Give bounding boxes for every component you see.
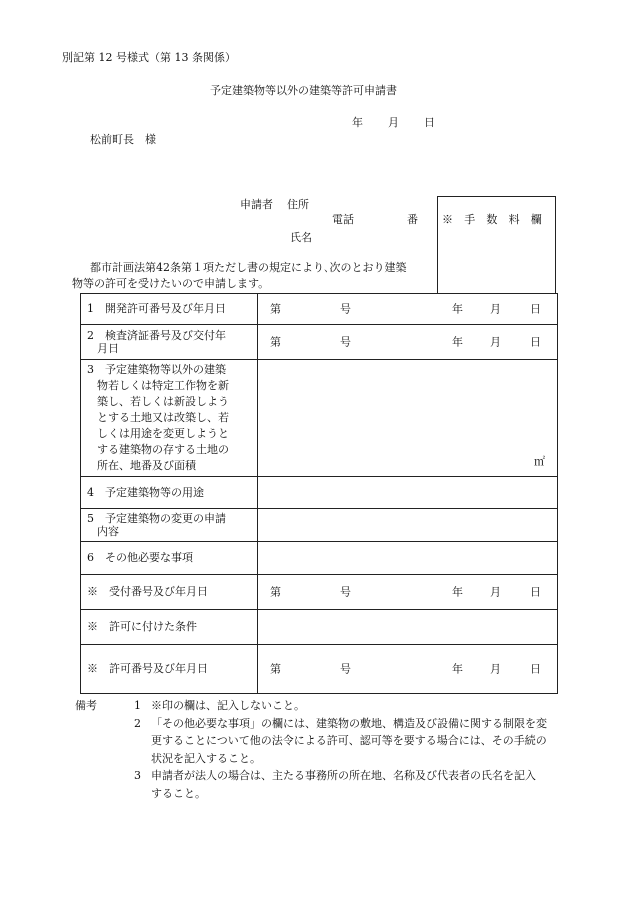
notes-heading: 備考 (75, 699, 97, 712)
address-label: 住所 (287, 198, 309, 211)
date-month-label: 月 (388, 116, 399, 129)
table-row (81, 575, 558, 610)
form-reference: 別記第 12 号様式（第 13 条関係） (62, 51, 236, 64)
row-month-label: 月 (490, 302, 501, 316)
note-spacer (75, 732, 105, 750)
note-text: 更することについて他の法令による許可、認可等を要する場合には、その手続の (151, 734, 547, 747)
row-label-line: 3 予定建築物等以外の建築 (87, 363, 226, 376)
row-label-line: しくは用途を変更しようと (97, 427, 229, 440)
row-year-label: 年 (452, 302, 463, 316)
table-row (81, 542, 558, 575)
row-go-label: 号 (340, 302, 351, 316)
note-text: 申請者が法人の場合は、主たる事務所の所在地、名称及び代表者の氏名を記入 (151, 769, 536, 782)
row-day-label: 日 (530, 662, 541, 676)
intro-line-2: 物等の許可を受けたいので申請します。 (72, 277, 270, 290)
date-year-label: 年 (352, 116, 363, 129)
note-indent (105, 785, 151, 803)
row-label (81, 325, 258, 360)
note-text: 「その他必要な事項」の欄には、建築物の敷地、構造及び設備に関する制限を変 (151, 716, 547, 730)
row-no-label: 第 (270, 585, 281, 599)
note-line (75, 785, 565, 803)
page-title: 予定建築物等以外の建築等許可申請書 (210, 84, 397, 97)
row-value-field[interactable] (258, 509, 558, 542)
row-label-line: 2 検査済証番号及び交付年 (87, 328, 226, 342)
row-value-field[interactable] (258, 645, 558, 694)
row-label (81, 360, 258, 477)
row-go-label: 号 (340, 335, 351, 349)
table-row (81, 360, 558, 477)
row-value-field[interactable] (258, 610, 558, 645)
row-no-label: 第 (270, 302, 281, 316)
note-line (75, 715, 565, 733)
row-label (81, 477, 258, 509)
row-value-field[interactable] (258, 477, 558, 509)
addressee: 松前町長 様 (90, 133, 156, 146)
row-year-label: 年 (452, 585, 463, 599)
row-value-field[interactable] (258, 542, 558, 575)
note-number: 3 (134, 769, 141, 782)
row-label (81, 575, 258, 610)
note-line (75, 697, 565, 715)
note-spacer (75, 767, 105, 785)
row-label (81, 509, 258, 542)
applicant-label: 申請者 (240, 198, 273, 211)
table-row (81, 325, 558, 360)
note-indent (105, 732, 151, 750)
note-text: 状況を記入すること。 (151, 751, 261, 765)
row-label-line: 4 予定建築物等の用途 (87, 485, 204, 499)
row-label (81, 645, 258, 694)
row-label-line: 築し、若しくは新設しよう (97, 395, 229, 408)
note-number: 1 (134, 699, 141, 712)
row-go-label: 号 (340, 585, 351, 599)
row-label-line: ※ 許可番号及び年月日 (87, 662, 208, 676)
note-line (75, 750, 565, 768)
row-no-label: 第 (270, 335, 281, 349)
row-label-line: 内容 (97, 525, 119, 538)
note-spacer (75, 750, 105, 768)
application-table (80, 293, 558, 694)
row-label-line: 1 開発許可番号及び年月日 (87, 302, 226, 316)
row-no-label: 第 (270, 662, 281, 676)
note-spacer (75, 715, 105, 733)
table-row (81, 610, 558, 645)
note-spacer (75, 785, 105, 803)
row-label-line: 月日 (97, 342, 119, 355)
row-label-line: 物若しくは特定工作物を新 (97, 379, 229, 392)
row-month-label: 月 (490, 585, 501, 599)
row-label-line: ※ 受付番号及び年月日 (87, 585, 208, 599)
row-year-label: 年 (452, 662, 463, 676)
note-line (75, 732, 565, 750)
row-year-label: 年 (452, 335, 463, 349)
notes (75, 697, 565, 802)
row-go-label: 号 (340, 662, 351, 676)
row-value-field[interactable] (258, 325, 558, 360)
area-unit-label: ㎡ (534, 454, 545, 468)
table-row (81, 477, 558, 509)
row-day-label: 日 (530, 585, 541, 599)
row-label-line: とする土地又は改築し、若 (97, 411, 229, 424)
name-label: 氏名 (290, 231, 312, 244)
row-value-field[interactable] (258, 294, 558, 325)
fee-box (437, 196, 556, 293)
row-value-field[interactable] (258, 575, 558, 610)
row-label (81, 610, 258, 645)
row-label-line: 所在、地番及び面積 (97, 459, 196, 472)
table-row (81, 645, 558, 694)
table-row (81, 294, 558, 325)
date-day-label: 日 (424, 116, 435, 129)
row-month-label: 月 (490, 662, 501, 676)
row-label-line: する建築物の存する土地の (97, 443, 229, 456)
row-month-label: 月 (490, 335, 501, 349)
row-day-label: 日 (530, 335, 541, 349)
row-label-line: 5 予定建築物の変更の申請 (87, 511, 226, 525)
fee-label: ※ 手 数 料 欄 (442, 213, 546, 226)
row-label-line: 6 その他必要な事項 (87, 551, 193, 565)
phone-number-label: 番 (407, 213, 418, 226)
note-line (75, 767, 565, 785)
note-text: すること。 (151, 786, 206, 800)
intro-line-1: 都市計画法第42条第１項ただし書の規定により､次のとおり建築 (90, 261, 407, 274)
note-indent (105, 750, 151, 768)
row-value-field[interactable] (258, 360, 558, 477)
note-number: 2 (134, 716, 141, 730)
row-label-line: ※ 許可に付けた条件 (87, 620, 197, 634)
table-row (81, 509, 558, 542)
row-label (81, 294, 258, 325)
note-text: ※印の欄は、記入しないこと。 (151, 699, 305, 712)
phone-label: 電話 (332, 213, 354, 226)
row-day-label: 日 (530, 302, 541, 316)
row-label (81, 542, 258, 575)
